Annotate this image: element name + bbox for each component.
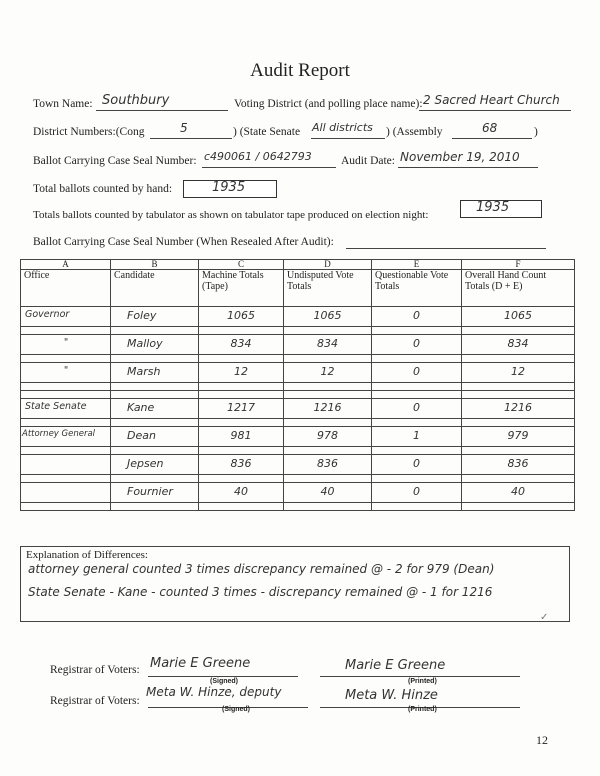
undisputed-cell: 1065 <box>284 307 372 327</box>
undisputed-cell: 836 <box>284 455 372 475</box>
overall-cell: 834 <box>462 335 575 355</box>
printed-caption: (Printed) <box>408 678 437 685</box>
check-mark-icon: ✓ <box>540 612 549 623</box>
registrar-1-printed: Marie E Greene <box>345 658 446 673</box>
signed-caption: (Signed) <box>210 678 238 685</box>
table-gap-row <box>21 419 575 427</box>
explanation-line-2: State Senate - Kane - counted 3 times - discrepancy remained @ - 1 for 1216 <box>28 585 493 599</box>
questionable-cell: 0 <box>372 363 462 383</box>
assembly-close: ) <box>534 126 538 138</box>
machine-cell: 12 <box>199 363 284 383</box>
candidate-cell: Jepsen <box>111 455 199 475</box>
registrar-2-printed: Meta W. Hinze <box>345 688 438 703</box>
table-gap-row <box>21 355 575 363</box>
column-header-row <box>21 270 575 307</box>
undisputed-cell: 40 <box>284 483 372 503</box>
table-gap-row <box>21 383 575 391</box>
town-value: Southbury <box>102 93 170 108</box>
column-letter: A <box>21 260 111 270</box>
questionable-cell: 0 <box>372 483 462 503</box>
registrar-2-label: Registrar of Voters: <box>50 695 140 707</box>
column-letter: B <box>111 260 199 270</box>
overall-cell: 979 <box>462 427 575 447</box>
machine-cell: 1217 <box>199 399 284 419</box>
explanation-label: Explanation of Differences: <box>26 549 148 561</box>
senate-value: All districts <box>312 121 373 134</box>
office-cell: Attorney General <box>21 427 111 447</box>
office-cell: " <box>21 363 111 383</box>
table-gap-row <box>21 447 575 455</box>
undisputed-cell: 1216 <box>284 399 372 419</box>
senate-label: ) (State Senate <box>233 126 301 138</box>
machine-cell: 836 <box>199 455 284 475</box>
column-letter: C <box>199 260 284 270</box>
assembly-value: 68 <box>482 121 498 135</box>
undisputed-cell: 978 <box>284 427 372 447</box>
header-candidate: Candidate <box>111 270 199 307</box>
assembly-label: ) (Assembly <box>386 126 443 138</box>
page-title: Audit Report <box>250 60 350 81</box>
overall-cell: 40 <box>462 483 575 503</box>
column-letters-row <box>21 260 575 270</box>
tabulator-value: 1935 <box>476 200 510 215</box>
candidate-cell: Malloy <box>111 335 199 355</box>
hand-count-label: Total ballots counted by hand: <box>33 183 173 195</box>
questionable-cell: 0 <box>372 335 462 355</box>
cong-value: 5 <box>180 121 188 135</box>
overall-cell: 1065 <box>462 307 575 327</box>
machine-cell: 40 <box>199 483 284 503</box>
header-office: Office <box>21 270 111 307</box>
office-cell: Governor <box>21 307 111 327</box>
office-cell: State Senate <box>21 399 111 419</box>
table-row <box>21 483 575 503</box>
questionable-cell: 0 <box>372 399 462 419</box>
questionable-cell: 1 <box>372 427 462 447</box>
machine-cell: 834 <box>199 335 284 355</box>
header-undisputed: Undisputed Vote Totals <box>284 270 372 307</box>
registrar-1-signature: Marie E Greene <box>150 656 251 671</box>
audit-date-value: November 19, 2010 <box>400 150 520 164</box>
header-questionable: Questionable Vote Totals <box>372 270 462 307</box>
column-letter: F <box>462 260 575 270</box>
questionable-cell: 0 <box>372 455 462 475</box>
seal-value: c490061 / 0642793 <box>204 150 312 163</box>
table-gap-row <box>21 475 575 483</box>
table-row <box>21 455 575 475</box>
overall-cell: 12 <box>462 363 575 383</box>
questionable-cell: 0 <box>372 307 462 327</box>
machine-cell: 1065 <box>199 307 284 327</box>
undisputed-cell: 12 <box>284 363 372 383</box>
tabulator-label: Totals ballots counted by tabulator as shown on tabulator tape produced on election night: <box>33 209 429 221</box>
column-letter: D <box>284 260 372 270</box>
district-label: Voting District (and polling place name): <box>234 98 423 110</box>
reseal-line <box>346 234 546 249</box>
registrar-2-signature: Meta W. Hinze, deputy <box>146 685 282 699</box>
table-row <box>21 427 575 447</box>
header-overall: Overall Hand Count Totals (D + E) <box>462 270 575 307</box>
registrar-1-label: Registrar of Voters: <box>50 664 140 676</box>
candidate-cell: Marsh <box>111 363 199 383</box>
column-letter: E <box>372 260 462 270</box>
machine-cell: 981 <box>199 427 284 447</box>
overall-cell: 1216 <box>462 399 575 419</box>
town-label: Town Name: <box>33 98 93 110</box>
table-row <box>21 307 575 327</box>
reseal-label: Ballot Carrying Case Seal Number (When Resealed After Audit): <box>33 236 334 248</box>
audit-table <box>20 259 575 511</box>
candidate-cell: Dean <box>111 427 199 447</box>
signed-caption: (Signed) <box>222 706 250 713</box>
overall-cell: 836 <box>462 455 575 475</box>
page-number: 12 <box>536 733 548 747</box>
candidate-cell: Kane <box>111 399 199 419</box>
table-row <box>21 363 575 383</box>
table-gap-row <box>21 327 575 335</box>
explanation-line-1: attorney general counted 3 times discrepancy remained @ - 2 for 979 (Dean) <box>28 562 495 576</box>
table-gap-row <box>21 391 575 399</box>
table-gap-row <box>21 503 575 511</box>
candidate-cell: Foley <box>111 307 199 327</box>
office-cell <box>21 483 111 503</box>
audit-date-label: Audit Date: <box>341 155 395 167</box>
printed-caption: (Printed) <box>408 706 437 713</box>
office-cell <box>21 455 111 475</box>
hand-count-value: 1935 <box>212 180 246 195</box>
table-row <box>21 399 575 419</box>
cong-label: District Numbers:(Cong <box>33 126 145 138</box>
office-cell: " <box>21 335 111 355</box>
header-machine-totals: Machine Totals (Tape) <box>199 270 284 307</box>
cong-line <box>150 124 232 139</box>
candidate-cell: Fournier <box>111 483 199 503</box>
seal-label: Ballot Carrying Case Seal Number: <box>33 155 197 167</box>
district-value: 2 Sacred Heart Church <box>423 93 560 107</box>
table-row <box>21 335 575 355</box>
undisputed-cell: 834 <box>284 335 372 355</box>
